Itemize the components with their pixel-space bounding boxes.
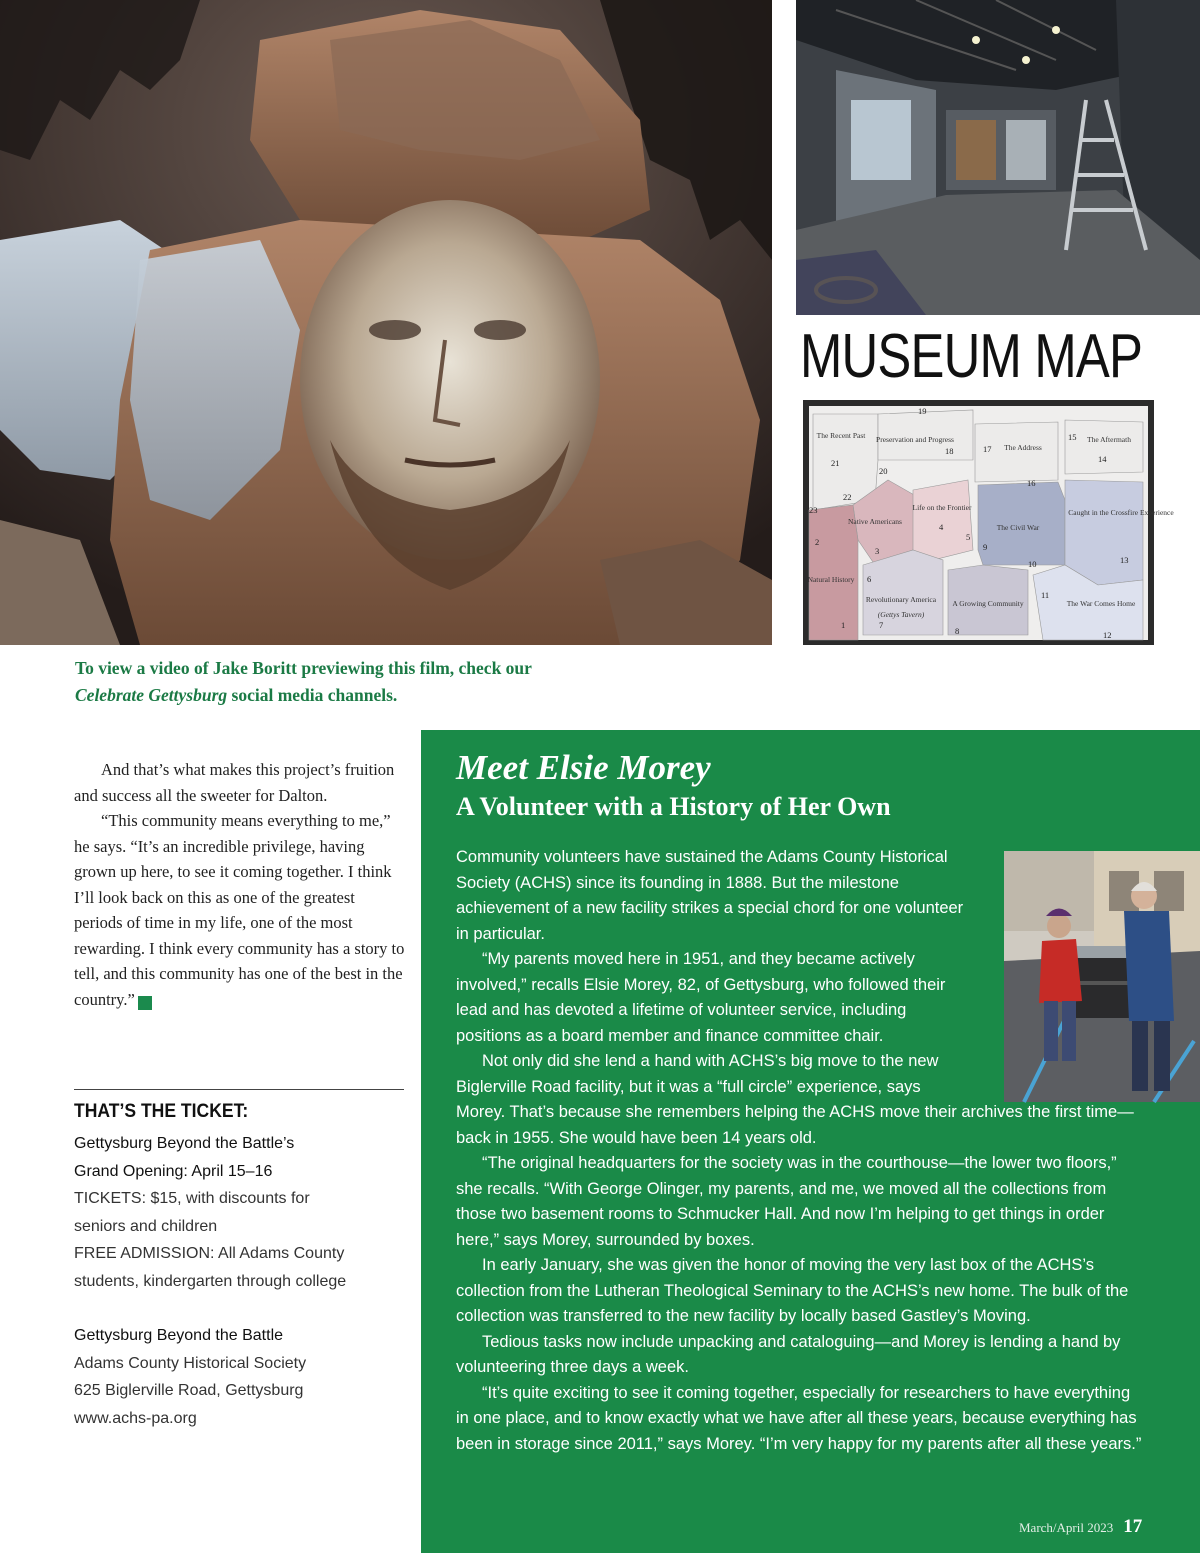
feature-paragraph: In early January, she was given the honor of moving the very last box of the ACHS’s collection from the Lutheran Theological Seminary to the ACHS’s new home. The bulk of the collection was transferred to the new facility by locally based Gastley’s Moving.	[456, 1256, 1129, 1325]
map-number: 17	[983, 444, 992, 454]
caption-line-2	[75, 682, 775, 709]
feature-paragraph: “The original headquarters for the society was in the courthouse—the lower two floors,” she recalls. “With George Olinger, my parents, and me, we moved all the collections from those two basement rooms to Schmucker Hall. And now I’m helping to get things in order here,” says Morey, surrounded by boxes.	[456, 1154, 1117, 1249]
map-number: 18	[945, 446, 954, 456]
free-admission-line: students, kindergarten through college	[74, 1272, 347, 1290]
feature-paragraph: Not only did she lend a hand with ACHS’s big move to the new Biglerville Road facility, but it was a “full circle” experience, says Morey. That’s because she remembers helping the ACHS move their archives the first time—back in 1955. She would have been 14 years old.	[456, 1052, 1134, 1147]
map-room-label: The Recent Past	[816, 431, 866, 440]
map-number: 6	[867, 574, 872, 584]
museum-map	[803, 400, 1174, 645]
feature-title: Meet Elsie Morey	[456, 748, 711, 787]
map-room-label: Life on the Frontier	[912, 503, 972, 512]
map-room-label: Native Americans	[848, 517, 902, 526]
map-room-label: The Address	[1004, 443, 1042, 452]
section-divider	[74, 1089, 404, 1090]
gettysburg-end-mark-icon: G	[138, 996, 152, 1010]
map-number: 19	[918, 406, 927, 416]
map-room-label: The Civil War	[996, 523, 1040, 532]
map-room-label: Preservation and Progress	[876, 435, 954, 444]
map-number: 20	[879, 466, 888, 476]
map-number: 12	[1103, 630, 1112, 640]
map-number: 10	[1028, 559, 1037, 569]
lincoln-projection-photo	[0, 0, 772, 645]
map-room-label: A Growing Community	[952, 599, 1024, 608]
issue-date: March/April 2023	[1019, 1520, 1114, 1535]
map-number: 13	[1120, 555, 1129, 565]
map-number: 16	[1027, 478, 1036, 488]
feature-paragraph: Tedious tasks now include unpacking and cataloguing—and Morey is lending a hand by volunteering three days a week.	[456, 1332, 1121, 1376]
event-date-line: Grand Opening: April 15–16	[74, 1162, 273, 1180]
map-number: 4	[939, 522, 944, 532]
map-number: 5	[966, 532, 971, 542]
map-room-label: (Gettys Tavern)	[877, 610, 925, 619]
venue-address: 625 Biglerville Road, Gettysburg	[74, 1382, 304, 1399]
ticket-price-line: TICKETS: $15, with discounts for	[74, 1190, 310, 1207]
map-room-label: Revolutionary America	[865, 595, 937, 604]
map-number: 15	[1068, 432, 1077, 442]
page-number: 17	[1123, 1516, 1143, 1537]
caption-line-1: To view a video of Jake Boritt previewing this film, check our	[75, 658, 532, 678]
article-paragraph: And that’s what makes this project’s fruition and success all the sweeter for Dalton.	[74, 760, 395, 805]
feature-paragraph: Community volunteers have sustained the Adams County Historical Society (ACHS) since its founding in 1888. But the milestone achievement of a new facility strikes a special chord for one volunteer in particular.	[456, 848, 964, 943]
article-paragraph-text: “This community means everything to me,” he says. “It’s an incredible privilege, having grown up here, to see it coming together. I think I’ll look back on this as one of the greatest periods of time in my life, one of the most rewarding. I think every community has a story to tell, and this community has one of the best in the country.”	[74, 811, 405, 1009]
map-number: 9	[983, 542, 988, 552]
map-number: 8	[955, 626, 960, 636]
map-number: 14	[1098, 454, 1107, 464]
photo-caption	[75, 655, 775, 709]
feature-paragraph: “It’s quite exciting to see it coming together, especially for researchers to have everything in one place, and to know exactly what we have after all these years, because everything has been in storage since 2011,” says Morey. “I’m very happy for my parents after all these years.”	[456, 1383, 1142, 1453]
map-number: 11	[1041, 590, 1050, 600]
map-number: 21	[831, 458, 840, 468]
feature-paragraph: “My parents moved here in 1951, and they became actively involved,” recalls Elsie Morey, 82, of Gettysburg, who followed their lead and has devoted a lifetime of volunteer service, including positions as a board member and finance committee chair.	[456, 950, 946, 1045]
venue-website-link[interactable]: www.achs-pa.org	[74, 1409, 197, 1427]
caption-line-2-rest: social media channels.	[227, 685, 398, 705]
caption-italic-title: Celebrate Gettysburg	[75, 685, 228, 705]
feature-body	[456, 845, 1146, 1457]
museum-map-title: MUSEUM MAP	[800, 322, 1143, 391]
map-number: 3	[875, 546, 880, 556]
free-admission-line: FREE ADMISSION: All Adams County	[74, 1245, 345, 1262]
map-number: 23	[809, 505, 818, 515]
map-room-label: The War Comes Home	[1066, 599, 1136, 608]
article-paragraph	[74, 808, 406, 1012]
venue-name: Gettysburg Beyond the Battle	[74, 1327, 284, 1344]
map-room-label: Caught in the Crossfire Experience	[1068, 508, 1174, 517]
map-room-label: Natural History	[807, 575, 855, 584]
museum-interior-photo	[796, 0, 1200, 315]
page-footer	[1019, 1516, 1142, 1538]
map-room-label: The Aftermath	[1087, 435, 1131, 444]
ticket-info-box	[74, 1098, 414, 1432]
ticket-price-line: seniors and children	[74, 1217, 218, 1235]
map-number: 7	[879, 620, 884, 630]
article-left-column	[74, 757, 406, 1012]
map-number: 2	[815, 537, 820, 547]
map-number: 22	[843, 492, 852, 502]
ticket-heading: THAT’S THE TICKET:	[74, 1100, 249, 1122]
feature-subtitle: A Volunteer with a History of Her Own	[456, 792, 891, 821]
venue-organization: Adams County Historical Society	[74, 1354, 307, 1372]
event-name-line: Gettysburg Beyond the Battle’s	[74, 1135, 295, 1152]
map-number: 1	[841, 620, 846, 630]
